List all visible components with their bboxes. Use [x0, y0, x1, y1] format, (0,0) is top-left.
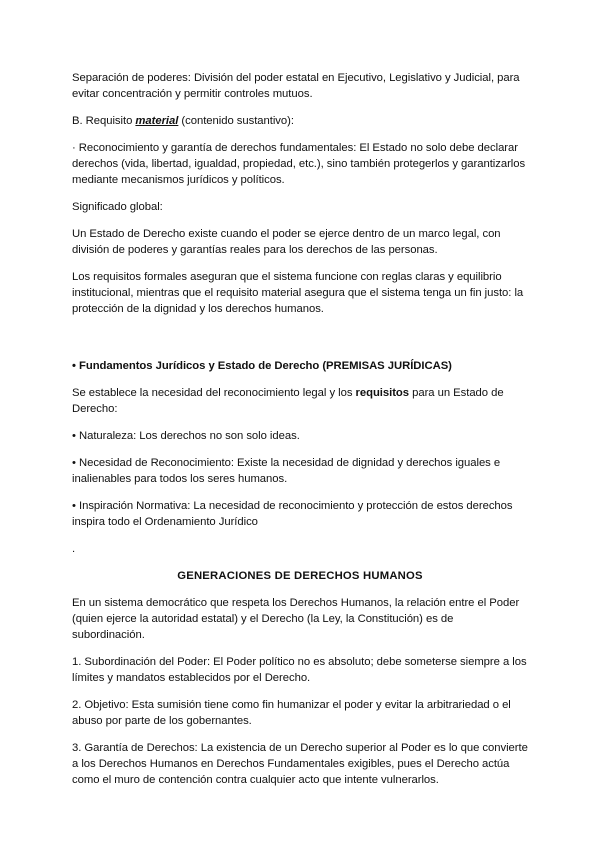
requisito-label-suffix: (contenido sustantivo): [178, 115, 294, 127]
generaciones-title: GENERACIONES DE DERECHOS HUMANOS [177, 570, 423, 582]
requisito-label-emphasis: material [135, 115, 179, 127]
generaciones-item-3: 3. Garantía de Derechos: La existencia de un Derecho superior al Poder es lo que convierte a los Derechos Humanos en Derechos Fundamentales exigibles, pues el Derecho actúa como el muro de contención contra cualquier acto que intente vulnerarlos. [72, 742, 528, 786]
fundamentos-intro [72, 385, 528, 417]
fundamentos-intro-prefix: Se establece la necesidad del reconocimiento legal y los [72, 387, 356, 399]
requisito-label-prefix: B. Requisito [72, 115, 136, 127]
fundamentos-item-reconocimiento: • Necesidad de Reconocimiento: Existe la necesidad de dignidad y derechos iguales e inalienables para todos los seres humanos. [72, 457, 501, 485]
fundamentos-item-inspiracion: • Inspiración Normativa: La necesidad de reconocimiento y protección de estos derechos inspira todo el Ordenamiento Jurídico [72, 500, 513, 528]
stray-dot: . [72, 543, 76, 555]
requisito-material-label [72, 113, 528, 129]
fundamentos-intro-bold: requisitos [355, 387, 410, 399]
generaciones-item-2: 2. Objetivo: Esta sumisión tiene como fin humanizar el poder y evitar la arbitrariedad o el abuso por parte de los gobernantes. [72, 699, 511, 727]
fundamentos-intro-suffix: para un Estado de Derecho: [72, 387, 504, 415]
separacion-poderes-paragraph: Separación de poderes: División del poder estatal en Ejecutivo, Legislativo y Judicial, para evitar concentración y permitir controles mutuos. [72, 72, 520, 100]
significado-title: Significado global: [72, 201, 163, 213]
reconocimiento-paragraph: · Reconocimiento y garantía de derechos fundamentales: El Estado no solo debe declarar derechos (vida, libertad, igualdad, propiedad, etc.), sino también protegerlos y garantizarlos mediante mecanismos jurídicos y políticos. [72, 142, 526, 186]
generaciones-intro: En un sistema democrático que respeta los Derechos Humanos, la relación entre el Poder (quien ejerce la autoridad estatal) y el Derecho (la Ley, la Constitución) es de subordinación. [72, 597, 520, 641]
significado-paragraph-2: Los requisitos formales aseguran que el sistema funcione con reglas claras y equilibrio institucional, mientras que el requisito material asegura que el sistema tenga un fin justo: la protección de la dignidad y los derechos humanos. [72, 271, 524, 315]
fundamentos-heading: • Fundamentos Jurídicos y Estado de Derecho (PREMISAS JURÍDICAS) [72, 360, 452, 372]
generaciones-item-1: 1. Subordinación del Poder: El Poder político no es absoluto; debe someterse siempre a los límites y mandatos establecidos por el Derecho. [72, 656, 527, 684]
fundamentos-item-naturaleza: • Naturaleza: Los derechos no son solo ideas. [72, 430, 300, 442]
significado-paragraph-1: Un Estado de Derecho existe cuando el poder se ejerce dentro de un marco legal, con división de poderes y garantías reales para los derechos de las personas. [72, 228, 501, 256]
